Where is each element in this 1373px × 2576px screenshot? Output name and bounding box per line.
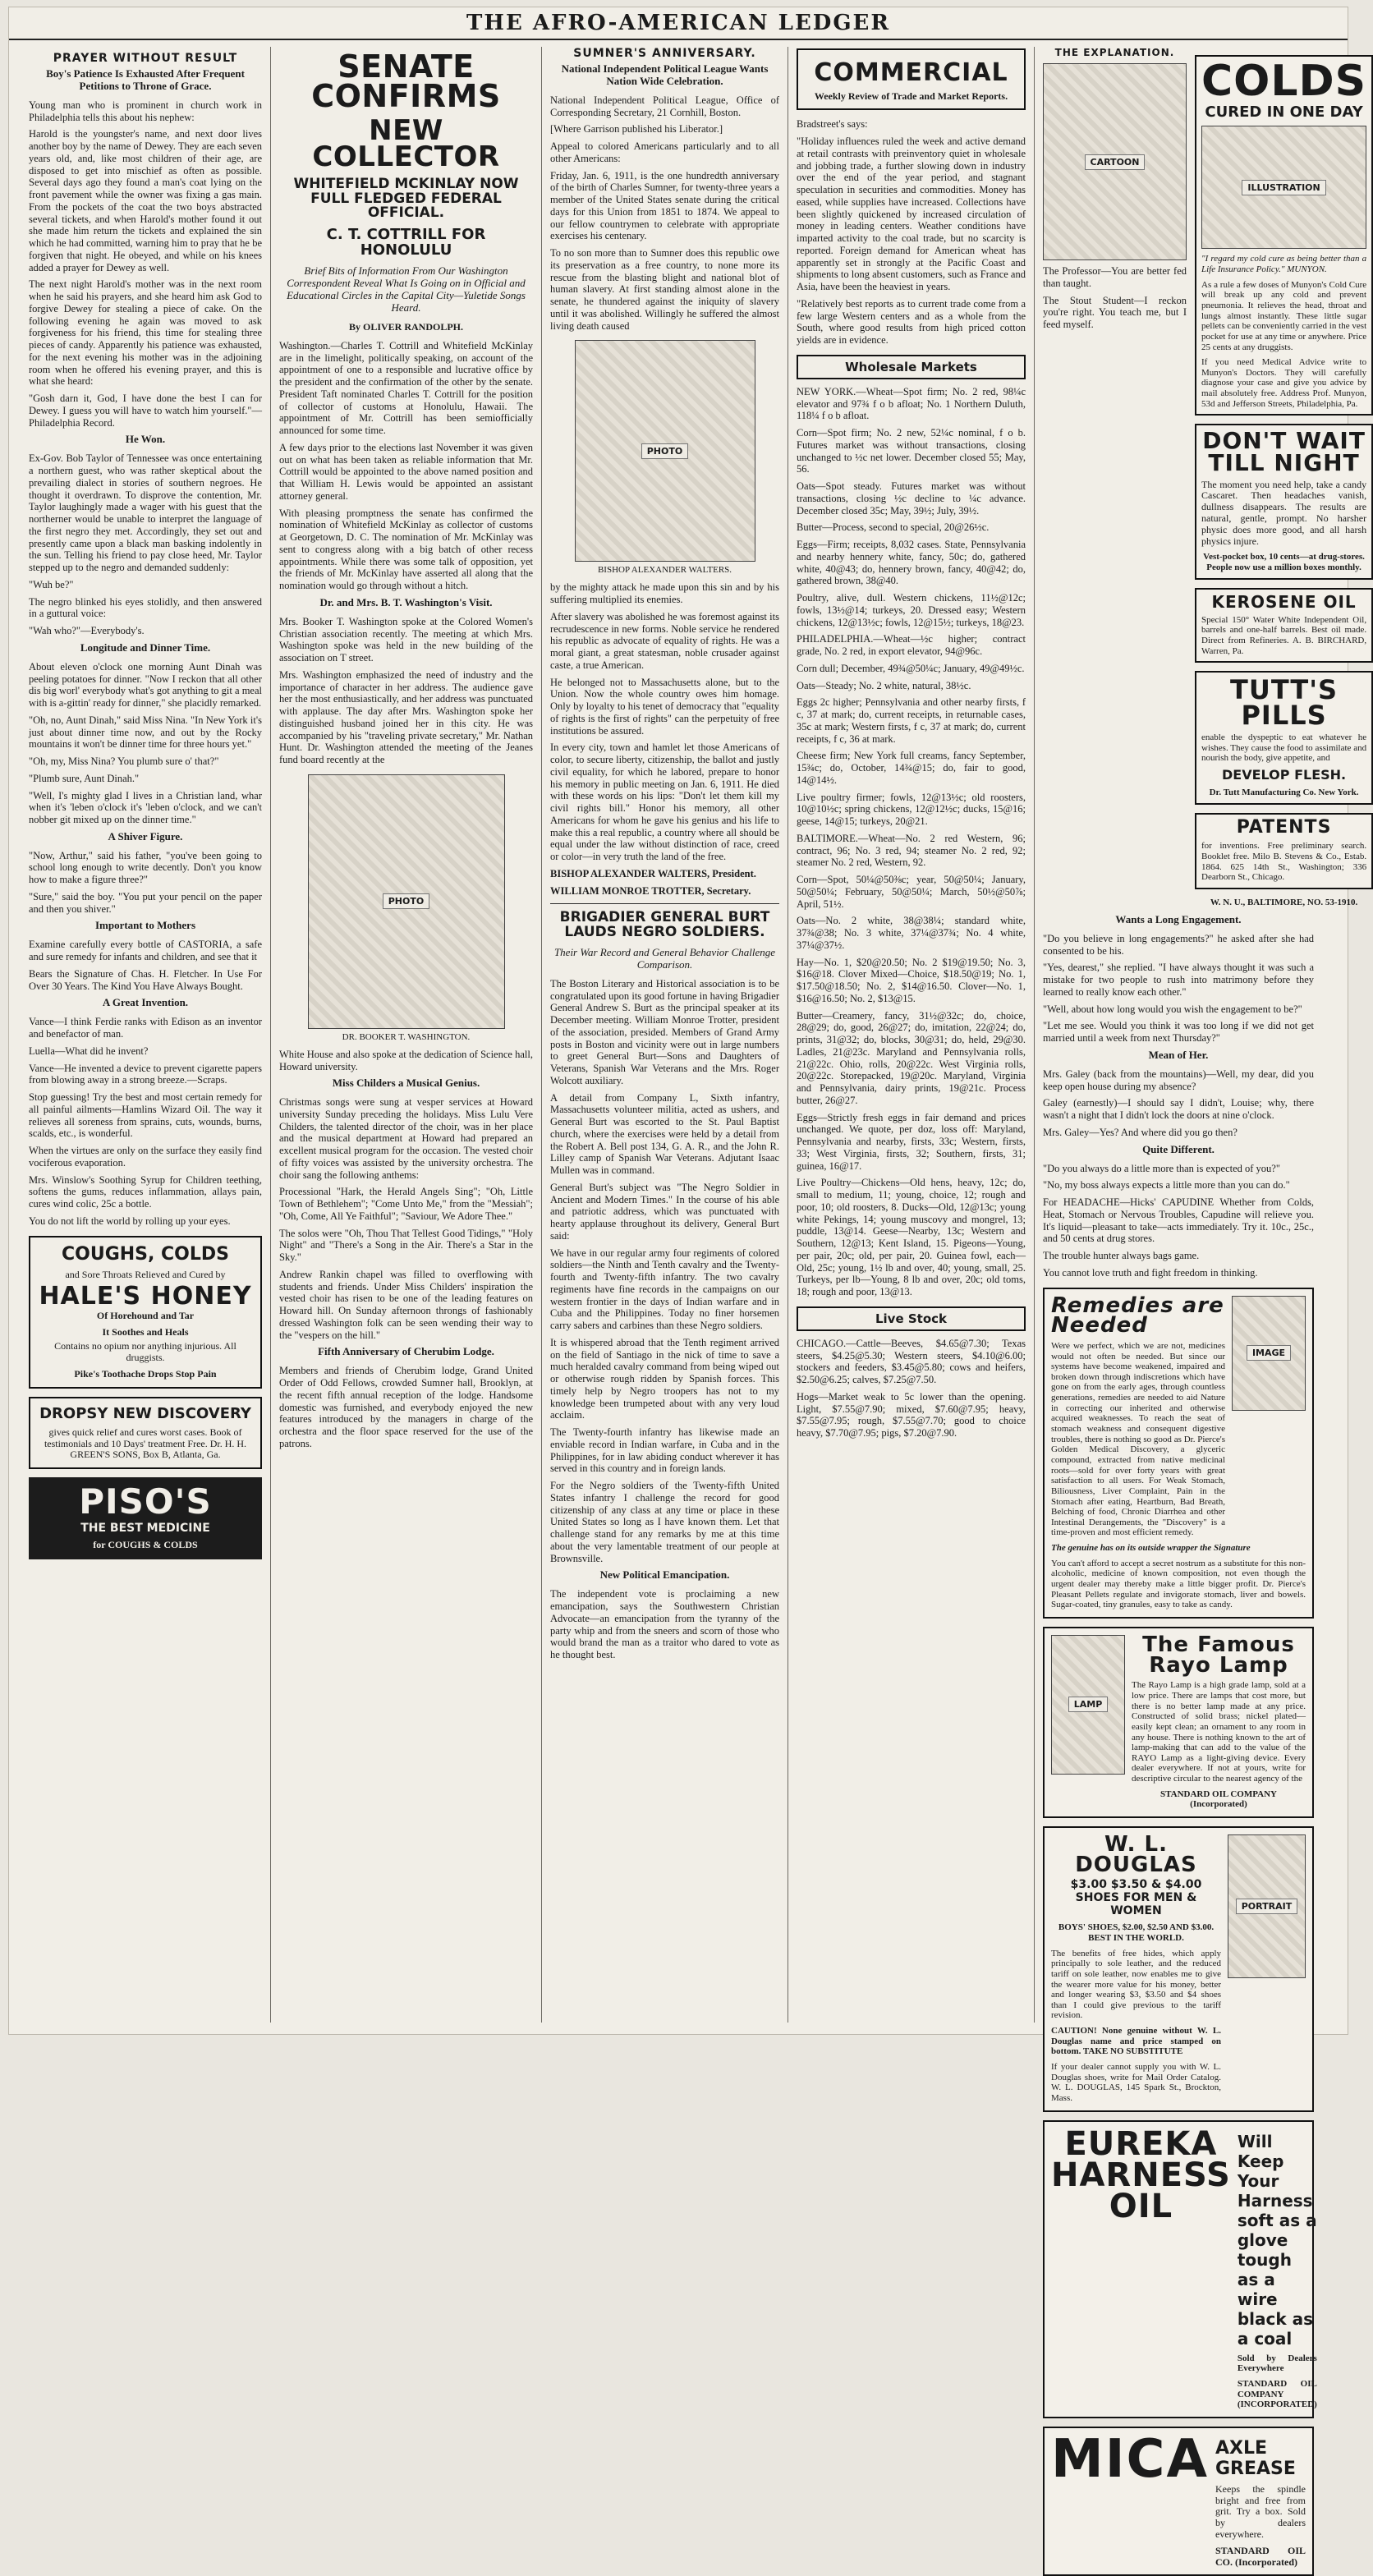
paragraph: Washington.—Charles T. Cottrill and Whitefield McKinlay are in the limelight, politically speaking, on account of the appointment of one to a responsible and lucrative office by the president and the confirmation of the other by the senate. President Taft nominated Charles T. Cottrill for the position of collector of customs at Honolulu, Hawaii. The appointment of Mr. Cottrill has been semiofficially announced for some time. xyxy=(279,339,533,437)
ad-rayo-row xyxy=(1051,1632,1306,1810)
ad-sub: Of Horehound and Tar xyxy=(96,1309,195,1321)
ad-title: The Famous Rayo Lamp xyxy=(1142,1632,1295,1678)
paragraph: "Oh, no, Aunt Dinah," said Miss Nina. "In New York it's just about dinner time now, and out by the Rocky mountains it won't be dinner time for three hours yet." xyxy=(29,714,262,751)
ad-title: TUTT'S PILLS xyxy=(1230,674,1339,731)
paragraph: Oats—Spot steady. Futures market was without transactions, closing ½c decline to ¼c advance. December closed 35c; May, 39½; July, 39½. xyxy=(797,480,1026,517)
ad-image-label: IMAGE xyxy=(1247,1345,1291,1361)
ad-body: Keeps the spindle bright and free from grit. Try a box. Sold by dealers everywhere. xyxy=(1215,2482,1306,2540)
paragraph: "Well, I's mighty glad I lives in a Christian land, whar when it's 'leben o'clock it's 'leben o'clock, and we can't nobber git mixed up on the dinner time." xyxy=(29,789,262,825)
paragraph: The next night Harold's mother was in the next room when he said his prayers, and she heard him ask God to forgive Dewey for stealing a piece of cake. On the following evening he again was moved to ask forgiveness for his friend, this time for stealing three pieces of candy. Apparently his patience was exhausted, for the next evening his mother was in the adjoining room when he offered his evening prayer, and this is what she heard: xyxy=(29,278,262,388)
paragraph: Cheese firm; New York full creams, fancy September, 15¾c; do, October, 14¾@15; do, fair to good, 14@14½. xyxy=(797,750,1026,786)
paragraph: "Do you always do a little more than is expected of you?" xyxy=(1043,1162,1280,1174)
ad-body: enable the dyspeptic to eat whatever he wishes. They cause the food to assimilate and nourish the body, give appetite, and xyxy=(1201,732,1367,764)
signature: WILLIAM MONROE TROTTER, Secretary. xyxy=(550,884,751,897)
section-long-engagement: Wants a Long Engagement. xyxy=(1115,912,1242,925)
paragraph: "No, my boss always expects a little more than you can do." xyxy=(1043,1179,1290,1192)
section-mothers: Important to Mothers xyxy=(94,919,196,932)
paragraph: The Twenty-fourth infantry has likewise made an enviable record in Indian warfare, in Cuba and in the Philippines, for in law abiding conduct wherever it has served in this country and in foreign lands. xyxy=(550,1426,779,1475)
ad-title: PATENTS xyxy=(1236,816,1332,838)
ad-mica-row xyxy=(1051,2428,1306,2569)
paragraph: "Let me see. Would you think it was too long if we did not get married until a week from next Thursday?" xyxy=(1043,1020,1314,1045)
paragraph: "Sure," said the boy. "You put your pencil on the paper and then you shiver." xyxy=(29,890,262,915)
paragraph: The independent vote is proclaiming a new emancipation, says the Southwestern Christian Advocate—an emancipation from the tyranny of the party whip and from the sneers and scorn of those who would brand the man as a traitor who dared to vote as he thought best. xyxy=(550,1588,779,1661)
paragraph: [Where Garrison published his Liberator.] xyxy=(550,123,723,135)
paragraph: "Relatively best reports as to current trade come from a few large Western centers and as a whole from the South, where good results from high priced cotton yields are in evidence. xyxy=(797,297,1026,347)
ad-image xyxy=(1228,1834,1306,1978)
column-2 xyxy=(271,47,542,2023)
ad-bold: DEVELOP FLESH. xyxy=(1222,766,1347,783)
ad-body: gives quick relief and cures worst cases. Book of testimonials and 10 Days' treatment Free. Dr. H. H. GREEN'S SONS, Box B, Atlanta, Ga. xyxy=(44,1426,247,1461)
paragraph: "Plumb sure, Aunt Dinah." xyxy=(29,772,140,784)
section-mean-of-her: Mean of Her. xyxy=(1148,1048,1209,1061)
ad-footer: Dr. Tutt Manufacturing Co. New York. xyxy=(1209,787,1359,797)
ad-footer: STANDARD OIL COMPANY (Incorporated) xyxy=(1160,1789,1277,1810)
paragraph: The negro blinked his eyes stolidly, and then answered in a guttural voice: xyxy=(29,595,262,620)
paragraph: We have in our regular army four regiments of colored soldiers—the Ninth and Tenth cavalry and the Twenty-fourth and Twenty-fifth infantry. The two cavalry regiments have fine records in the campaigns on our western frontier in the days of Indian warfare and in Cuba and the Philippines. Today no finer horsemen carry sabers and carbines than these Negro soldiers. xyxy=(550,1247,779,1332)
photo-label: PHOTO xyxy=(641,443,688,459)
paragraph: Butter—Creamery, fancy, 31½@32c; do, choice, 28@29; do, good, 26@27; do, imitation, 22@24; do, prints, 31@32; do, blocks, 30@31; do, held, 29@30. Ladles, 21@23c. Maryland and Pennsylvania rolls, 21@22c. Ohio, rolls, 20@22c. West Virginia rolls, 20@22c. Storepacked, 19@20c. Maryland, Virginia and Pennsylvania, dairy prints, 19@21c. Process butter, 26@27. xyxy=(797,1009,1026,1106)
column-1 xyxy=(21,47,271,2023)
ad-rayo-text xyxy=(1132,1632,1306,1810)
section-great-invention: A Great Invention. xyxy=(102,996,189,1009)
section-new-emancipation: New Political Emancipation. xyxy=(599,1568,730,1582)
top-ads-row xyxy=(1043,47,1367,907)
paragraph: Young man who is prominent in church work in Philadelphia tells this about his nephew: xyxy=(29,99,262,123)
ad-body: Will Keep Your Harness soft as a glove tough as a wire black as a coal xyxy=(1237,2131,1317,2349)
ad-pisos xyxy=(29,1477,262,1559)
paragraph: White House and also spoke at the dedication of Science hall, Howard university. xyxy=(279,1048,533,1072)
paragraph: BALTIMORE.—Wheat—No. 2 red Western, 96; contract, 96; No. 3 red, 94; steamer No. 2 red, 92; steamer No. 2 red, Western, 92. xyxy=(797,832,1026,869)
ad-title: DON'T WAIT TILL NIGHT xyxy=(1202,427,1366,476)
commercial-subtitle: Weekly Review of Trade and Market Reports. xyxy=(814,90,1008,102)
paragraph: Corn—Spot firm; No. 2 new, 52¼c nominal, f o b. Futures market was without transactions, closing unchanged to ½c net lower. December closed 55; May, 56. xyxy=(797,427,1026,475)
ad-remedies-text xyxy=(1051,1293,1225,1539)
paragraph: Mrs. Galey—Yes? And where did you go then? xyxy=(1043,1126,1238,1138)
column-3 xyxy=(542,47,788,2023)
ad-note: Contains no opium nor anything injurious. All druggists. xyxy=(54,1340,236,1364)
ad-sub: CURED IN ONE DAY xyxy=(1205,103,1363,122)
ad-body: Special 150° Water White Independent Oil, barrels and one-half barrels. Best oil made. Direct from Refineries. A. B. BIRCHARD, Warren, Pa. xyxy=(1201,614,1367,656)
paragraph: Luella—What did he invent? xyxy=(29,1045,149,1057)
paragraph: Mrs. Booker T. Washington spoke at the Colored Women's Christian association recently. The meeting at which Mrs. Washington spoke was held in the new building of the association on T street. xyxy=(279,615,533,664)
ad-sold: Sold by Dealers Everywhere xyxy=(1237,2353,1317,2374)
photo-label: PHOTO xyxy=(383,893,429,909)
ad-eureka-title xyxy=(1051,2124,1231,2225)
paragraph: Appeal to colored Americans particularly and to all other Americans: xyxy=(550,140,779,164)
ad-tag: It Soothes and Heals xyxy=(102,1325,189,1338)
cartoon-image xyxy=(1043,63,1187,260)
ad-image-label: LAMP xyxy=(1068,1697,1109,1712)
ad-mica-axle-grease xyxy=(1043,2427,1314,2576)
ad-title: COLDS xyxy=(1201,57,1367,106)
paragraph: After slavery was abolished he was foremost against its recrudescence in new forms. Noble service he rendered his republic as advocate of equality of rights. He was a moral giant, a great statesman, noble crusader against caste, a true American. xyxy=(550,610,779,671)
ad-footer: If your dealer cannot supply you with W. L. Douglas shoes, write for Mail Order Catalog. W. L. DOUGLAS, 145 Spark St., Brockton, Mass. xyxy=(1051,2062,1221,2103)
paragraph: Stop guessing! Try the best and most certain remedy for all painful ailments—Hamlins Wizard Oil. The way it relieves all soreness from sprains, cuts, wounds, burns, scalds, etc., is wonderful. xyxy=(29,1091,262,1140)
paragraph: Eggs 2c higher; Pennsylvania and other nearby firsts, f c, 37 at mark; do, current receipts, in returnable cases, 35c at mark; Western firsts, f c, 37 at mark; do, current receipts, f c, 36 at mark. xyxy=(797,696,1026,745)
paragraph: To no son more than to Sumner does this republic owe its preservation as a free country, to none more its rescue from the blasting blight and national blot of human slavery. At first standing almost alone in the senate, he thundered against the iniquity of slavery until it was abolished. Willingly he suffered the almost living death caused xyxy=(550,247,779,332)
ad-remedies-needed xyxy=(1043,1288,1314,1619)
cartoon-caption: The Professor—You are better fed than taught. xyxy=(1043,265,1187,289)
ad-title: DROPSY NEW DISCOVERY xyxy=(39,1404,251,1422)
ad-dont-wait xyxy=(1195,424,1373,579)
ad-sub: THE BEST MEDICINE xyxy=(80,1522,210,1536)
paragraph: "Gosh darn it, God, I have done the best I can for Dewey. I guess you will have to watch him yourself."—Philadelphia Record. xyxy=(29,393,262,429)
paragraph: Poultry, alive, dull. Western chickens, 11½@12c; fowls, 13½@14; turkeys, 20. Dressed easy; Western chickens, 12@13½c; fowls, 12@15½; turkeys, 18@23. xyxy=(797,592,1026,628)
ad-image-label: PORTRAIT xyxy=(1236,1899,1297,1914)
masthead xyxy=(9,7,1348,40)
paragraph: Corn dull; December, 49¾@50¼c; January, 49@49½c. xyxy=(797,662,1025,674)
paragraph: He belonged not to Massachusetts alone, but to the Union. Now the whole country owes him homage. Only by loyalty to his tenet of democracy that "equality of rights is the first of rights" can the perpetuity of free institutions be assured. xyxy=(550,676,779,737)
photo-caption: DR. BOOKER T. WASHINGTON. xyxy=(342,1031,471,1042)
wholesale-markets-header: Wholesale Markets xyxy=(797,355,1026,379)
headline-new-collector: NEW COLLECTOR xyxy=(312,114,500,174)
byline: By OLIVER RANDOLPH. xyxy=(348,320,463,333)
paragraph: "Wuh be?" xyxy=(29,578,74,590)
headline-senate-confirms: SENATE CONFIRMS xyxy=(311,48,501,115)
headline-cottrill: C. T. COTTRILL FOR HONOLULU xyxy=(326,226,486,259)
ad-body: The moment you need help, take a candy Cascaret. Then headaches vanish, dullness disappears. The results are natural, gentle, prompt. No harsher physic does more good, and all harsh physics injure. xyxy=(1201,478,1367,547)
ad-body: and Sore Throats Relieved and Cured by xyxy=(65,1268,226,1280)
ad-eureka-harness-oil xyxy=(1043,2120,1317,2418)
ad-body: for inventions. Free preliminary search. Booklet free. Milo B. Stevens & Co., Estab. 1864. 625 14th St., Washington; 336 Dearborn St., Chicago. xyxy=(1201,841,1367,883)
paragraph: You cannot love truth and fight freedom in thinking. xyxy=(1043,1266,1258,1279)
paragraph: Corn—Spot, 50¼@50⅜c; year, 50@50¼; January, 50@50¼; February, 50@50¼; March, 50½@50⅞; April, 51½. xyxy=(797,874,1026,910)
paragraph: About eleven o'clock one morning Aunt Dinah was peeling potatoes for dinner. "Now I reckon that all other dis big worl' everybody what's got anything to git a meal with is a-gittin' ready for dinner," she placidly remarked. xyxy=(29,660,262,709)
ad-prices: $3.00 $3.50 & $4.00 SHOES FOR MEN & WOMEN xyxy=(1070,1878,1202,1918)
photo-booker-t-washington xyxy=(308,774,505,1029)
headline-explanation: THE EXPLANATION. xyxy=(1054,47,1175,58)
ad-title: EUREKA HARNESS OIL xyxy=(1051,2124,1231,2225)
wnu-line: W. N. U., BALTIMORE, NO. 53-1910. xyxy=(1210,897,1358,907)
section-cherubim: Fifth Anniversary of Cherubim Lodge. xyxy=(318,1345,494,1358)
ad-image xyxy=(1051,1635,1125,1775)
ad-patents xyxy=(1195,813,1373,889)
signature: BISHOP ALEXANDER WALTERS, President. xyxy=(550,867,756,879)
paragraph: A few days prior to the elections last November it was given out on what has been taken as reliable information that Mr. Cottrill would be appointed to the above named position and that William H. Lewis would be appointed an assistant attorney general. xyxy=(279,441,533,502)
headline-sumner: SUMNER'S ANNIVERSARY. xyxy=(573,47,756,60)
section-longitude: Longitude and Dinner Time. xyxy=(80,641,211,654)
paragraph: In every city, town and hamlet let those Americans of color, to secure liberty, citizenship, the ballot and justly civil equality, for which he labored, prepare to honor his memory in public meeting on Jan. 6, 1911. He died with these words on his lips: "Don't let them kill my civil rights bill." Honor his memory, all other Americans for whom he gave his genius and his life to make this a real republic, a country where all should be equal under the law without distinction of race, creed or color—in very truth the land of the free. xyxy=(550,742,779,863)
ad-eureka-text xyxy=(1238,2128,1317,2410)
paragraph: Bears the Signature of Chas. H. Fletcher. In Use For Over 30 Years. The Kind You Have Always Bought. xyxy=(29,967,262,992)
ad-body: Were we perfect, which we are not, medicines would not often be needed. But since our systems have become weakened, impaired and broken down through indiscretions which have gone on from the early ages, through countless generations, remedies are needed to aid Nature in correcting our inherited and otherwise acquired weaknesses. To reach the seat of stomach weakness and consequent digestive troubles, there is nothing so good as Dr. Pierce's Golden Medical Discovery, a glyceric compound, extracted from native medicinal roots—sold for over forty years with great satisfaction to all users. For Weak Stomach, Biliousness, Liver Complaint, Pain in the Stomach after eating, Heartburn, Bad Breath, Belching of food, Chronic Diarrhea and other Intestinal Derangements, the "Discovery" is a time-proven and most efficient remedy. xyxy=(1051,1340,1225,1538)
ad-title: W. L. DOUGLAS xyxy=(1075,1831,1197,1877)
paragraph: "Holiday influences ruled the week and active demand at retail contrasts with preinventory quiet in wholesale and jobbing trade, a further slowing down in industry over the end of the year period, and stagnant speculation in securities and commodities. Money has eased, while supplies have increased. Collections have been slightly quickened by increased circulation of money in leading centers. Weather conditions have imparted activity to the coal trade, but no scarcity is reported. Foreign demand for American wheat has apparently set in strongly at the Pacific Coast and shipments to long absent customers, such as France and Asia, have been the heaviest in years. xyxy=(797,135,1026,293)
paragraph: Ex-Gov. Bob Taylor of Tennessee was once entertaining a northern guest, who was rather skeptical about the prevailing dialect in stories of southern negroes. He thought it overdrawn. To disprove the contention, Mr. Taylor laughingly made a wager with his guest that the northerner would be unable to interpret the language of the first negro they met. Accordingly, they set out and presently came upon a black man basking indolently in the sun. Telling his friend to pay close heed, Mr. Taylor stepped up to the negro and demanded suddenly: xyxy=(29,452,262,574)
ad-footer: for COUGHS & COLDS xyxy=(93,1539,198,1551)
ad-image-label: ILLUSTRATION xyxy=(1242,180,1325,195)
ad-image xyxy=(1232,1296,1306,1411)
ad-image xyxy=(1201,126,1366,249)
columns xyxy=(21,47,1367,2568)
ad-hales-honey xyxy=(29,1236,262,1389)
ad-footer: Pike's Toothache Drops Stop Pain xyxy=(74,1368,217,1380)
paragraph: For HEADACHE—Hicks' CAPUDINE Whether from Colds, Heat, Stomach or Nervous Troubles, Capudine will relieve you. It's liquid—pleasant to take—acts immediately. Try it. 10c., 25c., and 50 cents at drug stores. xyxy=(1043,1196,1314,1245)
ad-sub: AXLE GREASE xyxy=(1215,2437,1296,2479)
paragraph: "Yes, dearest," she replied. "I have always thought it was such a mistake for two people to rush into matrimony before they learned to really know each other." xyxy=(1043,962,1314,998)
section-he-won: He Won. xyxy=(125,433,166,446)
paragraph: You do not lift the world by rolling up your eyes. xyxy=(29,1215,231,1227)
paragraph: Examine carefully every bottle of CASTORIA, a safe and sure remedy for infants and children, and see that it xyxy=(29,939,262,963)
ad-caution: CAUTION! None genuine without W. L. Douglas name and price stamped on bottom. TAKE NO SUBSTITUTE xyxy=(1051,2026,1221,2057)
ad-dropsy xyxy=(29,1397,262,1469)
section-quite-different: Quite Different. xyxy=(1142,1142,1215,1155)
paragraph: National Independent Political League, Office of Corresponding Secretary, 21 Cornhill, Boston. xyxy=(550,94,779,118)
ad-mica-title xyxy=(1051,2428,1209,2490)
ad-quote: "I regard my cold cure as being better than a Life Insurance Policy." MUNYON. xyxy=(1201,254,1367,275)
paragraph: The Boston Literary and Historical association is to be congratulated upon its good fortune in having Brigadier General Andrew S. Burt as the principal speaker at its December meeting. William Monroe Trotter, president of the association, presided. Members of Grand Army posts in Boston and vicinity were out in large numbers to greet General Burt—Sons and Daughters of Veterans, Spanish War Veterans and the Mrs. Roger Wolcott auxiliary. xyxy=(550,977,779,1086)
newspaper-page xyxy=(8,7,1367,2568)
paragraph: With pleasing promptness the senate has confirmed the nomination of Whitefield McKinlay as collector of customs at Georgetown, D. C. The nomination of Mr. McKinlay was sent to congress along with a big batch of other recess appointments. While there was some talk of opposition, yet the friends of Mr. McKinlay have asserted all along that the nomination would go through without a hitch. xyxy=(279,507,533,592)
ad-remedies-top xyxy=(1051,1293,1306,1539)
paragraph: Galey (earnestly)—I should say I didn't, Louise; why, there wasn't a night that I didn't lock the doors at nine o'clock. xyxy=(1043,1097,1314,1122)
paragraph: Oats—No. 2 white, 38@38¼; standard white, 37¾@38; No. 3 white, 37¼@37¾; No. 4 white, 37¼@37½. xyxy=(797,915,1026,951)
ad-footer: Vest-pocket box, 10 cents—at drug-stores. People now use a million boxes monthly. xyxy=(1203,552,1365,572)
ad-title: PISO'S xyxy=(79,1481,212,1522)
ad-footer: STANDARD OIL CO. (Incorporated) xyxy=(1215,2544,1306,2568)
ad-title: Remedies are Needed xyxy=(1051,1293,1224,1339)
paragraph: Friday, Jan. 6, 1911, is the one hundredth anniversary of the birth of Charles Sumner, for twenty-three years a member of the United States senate during the critical days for this Union from 1851 to 1874. We appeal to our fellow countrymen to celebrate with appropriate exercises his centenary. xyxy=(550,169,779,242)
ad-mica-text xyxy=(1215,2435,1306,2569)
paragraph: "Do you believe in long engagements?" he asked after she had consented to be his. xyxy=(1043,932,1314,957)
paragraph: Bradstreet's says: xyxy=(797,118,868,131)
column-5 xyxy=(1035,47,1367,2568)
paragraph: Mrs. Galey (back from the mountains)—Well, my dear, did you keep open house during my absence? xyxy=(1043,1068,1314,1092)
ad-body: The Rayo Lamp is a high grade lamp, sold at a low price. There are lamps that cost more, but there is no better lamp made at any price. Constructed of solid brass; nickel plated—easily kept clean; an ornament to any room in any house. There is nothing known to the art of lamp-making that can add to the value of the RAYO Lamp as a light-giving device. Every dealer everywhere. If not at yours, write for descriptive circular to the nearest agency of the xyxy=(1132,1680,1306,1784)
section-washington-visit: Dr. and Mrs. B. T. Washington's Visit. xyxy=(319,595,493,608)
paragraph: Eggs—Firm; receipts, 8,032 cases. State, Pennsylvania and nearby hennery white, fancy, 50c; do, gathered white, 40@43; do, hennery brown, fancy, 40@42; do, gathered brown, 38@40. xyxy=(797,539,1026,587)
ad-footer: You can't afford to accept a secret nostrum as a substitute for this non-alcoholic, medicine of known composition, not even though the urgent dealer may thereby make a little bigger profit. Dr. Pierce's Pleasant Pellets regulate and invigorate stomach, liver and bowels. Sugar-coated, tiny granules, easy to take as candy. xyxy=(1051,1558,1306,1610)
paragraph: Mrs. Washington emphasized the need of industry and the importance of character in her address. The audience gave her the most enthusiastically, and her address was punctuated with applause. The day after Mrs. Washington spoke her distinguished husband joined her in this city. He was accompanied by his "traveling private secretary," Mr. Nathan Hunt. Dr. Washington attended the meeting of the Jeanes fund board recently at the xyxy=(279,668,533,766)
photo-bishop-walters xyxy=(575,340,755,562)
paragraph: Vance—He invented a device to prevent cigarette papers from blowing away in a strong breeze.—Scraps. xyxy=(29,1062,262,1086)
ad-kerosene xyxy=(1195,588,1373,664)
ad-body: The benefits of free hides, which apply principally to sole leather, and the reduced tariff on sole leather, now enables me to give the wearer more value for his money, better and longer wearing $3, $3.50 and $4 shoes than I could give previous to the tariff revision. xyxy=(1051,1948,1221,2021)
paragraph: Hay—No. 1, $20@20.50; No. 2 $19@19.50; No. 3, $16@18. Clover Mixed—Choice, $18.50@19; No. 1, $17.50@18.50; No. 2, $14@16.50. Clover—No. 1, $16@16.50; No. 2, $13@15. xyxy=(797,956,1026,1004)
subheadline-prayer: Boy's Patience Is Exhausted After Frequent Petitions to Throne of Grace. xyxy=(46,67,245,92)
paragraph: A detail from Company L, Sixth infantry, Massachusetts volunteer militia, acted as ushers, and General Burt was escorted to the St. Paul Baptist church, where the exercises were held by a detail from the Robert A. Bell post 134, G. A. R., and the John R. Lilley camp of Spanish War Veterans. Adjutant Isaac Mullen was in command. xyxy=(550,1091,779,1177)
ad-footer: STANDARD OIL COMPANY (INCORPORATED) xyxy=(1237,2378,1317,2410)
ad-title: MICA xyxy=(1051,2428,1209,2490)
paragraph: Eggs—Strictly fresh eggs in fair demand and prices unchanged. We quote, per doz, loss off: Maryland, Pennsylvania and nearby, firsts, 33c; Western, firsts, 33; West Virginia, firsts, 32; Southern, firsts, 31; guinea, 16@17. xyxy=(797,1111,1026,1172)
masthead-title: THE AFRO-AMERICAN LEDGER xyxy=(466,11,890,35)
ad-munyon-colds xyxy=(1195,55,1373,416)
munyon-ad-column xyxy=(1195,47,1373,907)
paragraph: The solos were "Oh, Thou That Tellest Good Tidings," "Holy Night" and "There's a Song in the Air. There's a Star in the Sky." xyxy=(279,1227,533,1264)
paragraph: CHICAGO.—Cattle—Beeves, $4.65@7.30; Texas steers, $4.25@5.30; Western steers, $4.10@6.00; stockers and feeders, $3.45@5.80; cows and heifers, $2.50@6.25; calves, $7.25@7.50. xyxy=(797,1337,1026,1386)
headline-burt: BRIGADIER GENERAL BURT LAUDS NEGRO SOLDIERS. xyxy=(559,909,770,941)
ad-douglas-text xyxy=(1051,1831,1221,2104)
ad-wl-douglas xyxy=(1043,1826,1314,2112)
ad-rayo-lamp xyxy=(1043,1627,1314,1818)
paragraph: For the Negro soldiers of the Twenty-fifth United States infantry I challenge the record for good citizenship of any class at any time or place in these United States so long as I have known them. Let that challenge stand for any remarks by me at this time about the very lamentable treatment of our people at Brownsville. xyxy=(550,1480,779,1564)
dek: Brief Bits of Information From Our Washington Correspondent Reveal What Is Going on in Official and Educational Circles in the Capital City—Yuletide Songs Heard. xyxy=(287,264,526,314)
paragraph: Vance—I think Ferdie ranks with Edison as an inventor and benefactor of man. xyxy=(29,1016,262,1040)
paragraph: Harold is the youngster's name, and next door lives another boy by the name of Dewey. They are each seven years old, and, like most children of their age, are disposed to get into mischief as often as possible. Several days ago they found a man's coat lying on the front pavement while the owner was fixing a gas main. From the pockets of the coat the two boys abstracted several tickets, and when Harold's mother found it out she made him return the tickets and explained the sin which he had committed, warning him to pray that he be forgiven that night. He obeyed, and while on his knees added a prayer for Dewey as well. xyxy=(29,128,262,273)
dek-burt: Their War Record and General Behavior Challenge Comparison. xyxy=(553,946,776,971)
paragraph: PHILADELPHIA.—Wheat—½c higher; contract grade, No. 2 red, in export elevator, 94@96c. xyxy=(797,633,1026,658)
ad-body-2: If you need Medical Advice write to Munyon's Doctors. They will carefully diagnose your case and give you advice by mail absolutely free. Address Prof. Munyon, 53d and Jefferson Streets, Philadelphia, Pa. xyxy=(1201,357,1367,409)
commercial-box xyxy=(797,48,1026,110)
paragraph: Members and friends of Cherubim lodge, Grand United Order of Odd Fellows, crowded Sumner hall, Brooklyn, at the recent fifth annual reception of the lodge. Handsome domestic was furnished, and everybody enjoyed the new features introduced by the managers in charge of the orchestra and the floor space reserved for the use of the patrons. xyxy=(279,1365,533,1449)
paragraph: Oats—Steady; No. 2 white, natural, 38½c. xyxy=(797,679,971,691)
paragraph: "Now, Arthur," said his father, "you've been going to school long enough to write decently. Don't you know how to make a figure three?" xyxy=(29,849,262,886)
column-4 xyxy=(788,47,1035,2023)
ad-title: KEROSENE OIL xyxy=(1211,591,1357,612)
paragraph: The Stout Student—I reckon you're right. You teach me, but I feed myself. xyxy=(1043,294,1187,330)
ad-title: COUGHS, COLDS xyxy=(61,1243,229,1265)
headline-whitefield: WHITEFIELD MCKINLAY NOW FULL FLEDGED FEDERAL OFFICIAL. xyxy=(293,175,519,222)
paragraph: "Oh, my, Miss Nina? You plumb sure o' that?" xyxy=(29,755,219,767)
section-childers: Miss Childers a Musical Genius. xyxy=(332,1077,480,1090)
paragraph: General Burt's subject was "The Negro Soldier in Ancient and Modern Times." In the course of his able and patriotic address, which was punctuated with hearty applause throughout its delivery, General Burt said: xyxy=(550,1181,779,1242)
section-shiver-figure: A Shiver Figure. xyxy=(108,829,183,843)
subheadline-sumner: National Independent Political League Wants Nation Wide Celebration. xyxy=(561,62,769,87)
ad-signature-line: The genuine has on its outside wrapper the Signature xyxy=(1051,1543,1251,1554)
paragraph: NEW YORK.—Wheat—Spot firm; No. 2 red, 98¼c elevator and 97¾ f o b afloat; No. 1 Northern Duluth, 118¼ f o b afloat. xyxy=(797,385,1026,422)
paragraph: Hogs—Market weak to 5c lower than the opening. Light, $7.55@7.90; mixed, $7.60@7.95; heavy, $7.55@7.95; rough, $7.55@7.70; good to choice heavy, $7.70@7.95; pigs, $7.20@7.90. xyxy=(797,1390,1026,1440)
commercial-title: COMMERCIAL xyxy=(814,58,1008,87)
paragraph: Andrew Rankin chapel was filled to overflowing with students and friends. Under Miss Childers' inspiration the vested choir has risen to be one of the leading features on Howard hill. On Sunday afternoon throngs of fashionably dressed Washington folk can be seen wending their way to the "vespers on the hill." xyxy=(279,1268,533,1341)
paragraph: Live poultry firmer; fowls, 12@13½c; old roosters, 10@10½c; spring chickens, 12@12½c; ducks, 15@16; geese, 14@15; turkeys, 20@21. xyxy=(797,791,1026,828)
ad-brand: HALE'S HONEY xyxy=(39,1282,252,1311)
headline-prayer: PRAYER WITHOUT RESULT xyxy=(53,52,238,65)
ad-boys: BOYS' SHOES, $2.00, $2.50 AND $3.00. BEST IN THE WORLD. xyxy=(1058,1922,1215,1943)
paragraph: It is whispered abroad that the Tenth regiment arrived on the field of Santiago in the nick of time to save a much heralded cavalry command from being wiped out or otherwise rough ridden by Spanish forces. This timely help by Negro troopers has not to my knowledge been trumpeted about with any very loud acclaim. xyxy=(550,1336,779,1421)
divider xyxy=(550,903,779,904)
paragraph: by the mighty attack he made upon this sin and by his suffering multiplied its enemies. xyxy=(550,581,779,606)
paragraph: Butter—Process, second to special, 20@26½c. xyxy=(797,521,990,534)
paragraph: Live Poultry—Chickens—Old hens, heavy, 12c; do, small to medium, 11; young, choice, 12; rough and poor, 10; old roosters, 8. Ducks—Old, 12@13c; young white Pekings, 14; young muscovy and mongrel, 13; puddle, 13@14. Geese—Nearby, 13c; Western and Southern, 12@13; Kent Island, 15. Pigeons—Young, per pair, 20c; old, per pair, 20. Guinea fowl, each—Old, 25c; young, 1½ lb and over, 40; young, small, 25. Turkeys, per lb—Young, 8 lb and over, 20c; old toms, 18; rough and poor, 13@13. xyxy=(797,1177,1026,1298)
ad-eureka-row xyxy=(1051,2124,1317,2410)
ad-tutts-pills xyxy=(1195,671,1373,804)
live-stock-header: Live Stock xyxy=(797,1306,1026,1331)
paragraph: The trouble hunter always bags game. xyxy=(1043,1250,1200,1262)
paragraph: Processional "Hark, the Herald Angels Sing"; "Oh, Little Town of Bethlehem"; "Come Unto Me," from the "Messiah"; "Oh, Come, All Ye Faithful"; "Saviour, We Adore Thee." xyxy=(279,1186,533,1222)
paragraph: "Wah who?"—Everybody's. xyxy=(29,625,145,637)
paragraph: Christmas songs were sung at vesper services at Howard university Sunday preceding the holidays. Miss Lulu Vere Childers, the talented director of the choir, was in her place and the musical department at Howard had prepared an excellent musical program for the occasion. The vested choir of fifty voices was assisted by the university orchestra. The choir sang the following anthems: xyxy=(279,1096,533,1181)
paragraph: Mrs. Winslow's Soothing Syrup for Children teething, softens the gums, reduces inflammation, allays pain, cures wind colic, 25c a bottle. xyxy=(29,1173,262,1210)
photo-caption: BISHOP ALEXANDER WALTERS. xyxy=(597,565,732,576)
paragraph: When the virtues are only on the surface they easily find vociferous evaporation. xyxy=(29,1145,262,1169)
ad-body: As a rule a few doses of Munyon's Cold Cure will break up any cold and prevent pneumonia. It relieves the head, throat and lungs almost instantly. These little sugar pellets can be conveniently carried in the vest pocket for use at any time or anywhere. Price 25 cents at any druggists. xyxy=(1201,279,1367,352)
explanation-block xyxy=(1043,47,1187,336)
paragraph: "Well, about how long would you wish the engagement to be?" xyxy=(1043,1003,1302,1015)
ad-douglas-row xyxy=(1051,1831,1306,2104)
cartoon-label: CARTOON xyxy=(1085,154,1146,170)
